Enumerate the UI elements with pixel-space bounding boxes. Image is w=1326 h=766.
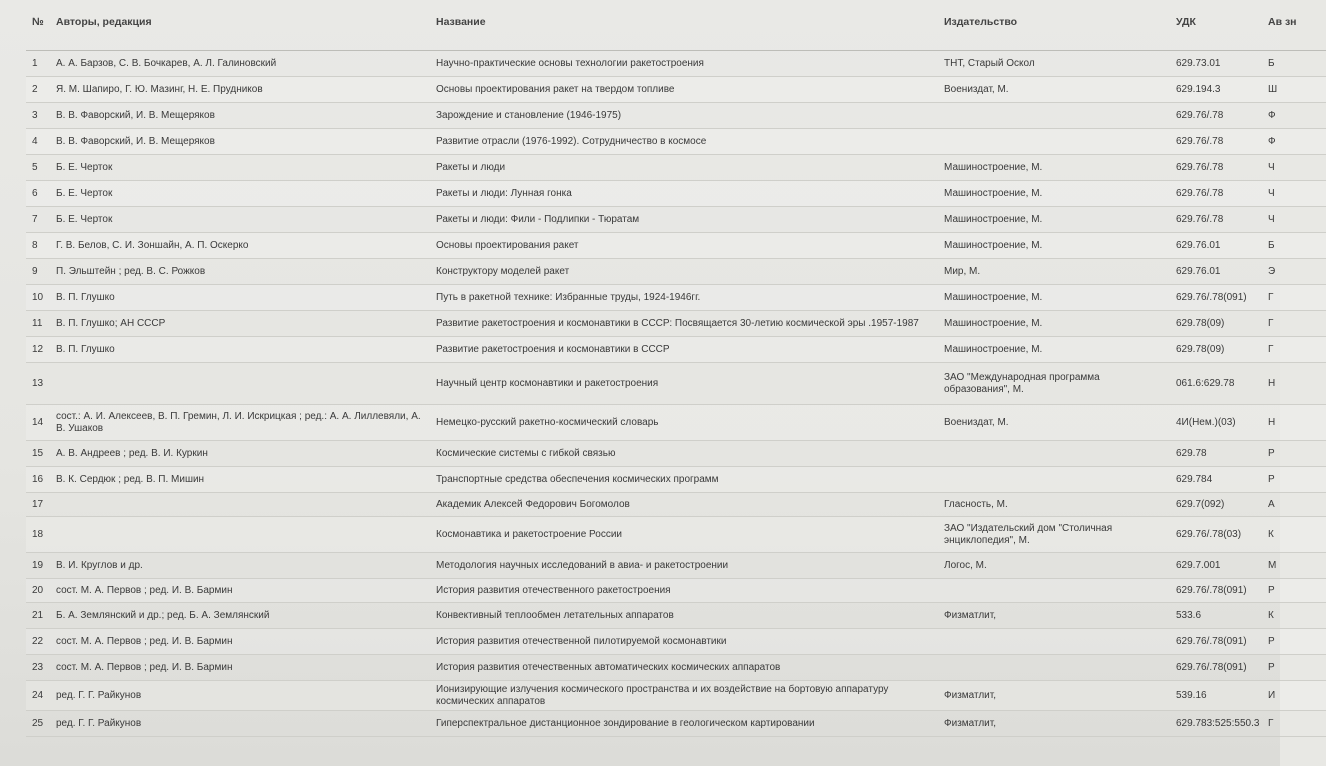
cell-num: 4	[26, 129, 50, 155]
cell-extra: Г	[1262, 337, 1326, 363]
cell-authors: Б. Е. Черток	[50, 155, 430, 181]
cell-num: 17	[26, 493, 50, 517]
column-header-publisher[interactable]: Издательство	[938, 6, 1170, 51]
cell-authors	[50, 363, 430, 405]
cell-authors: В. П. Глушко	[50, 337, 430, 363]
cell-udk: 629.78(09)	[1170, 337, 1262, 363]
cell-publisher: Воениздат, М.	[938, 77, 1170, 103]
table-row[interactable]	[26, 207, 1326, 233]
cell-udk: 629.76.01	[1170, 259, 1262, 285]
cell-num: 12	[26, 337, 50, 363]
cell-num: 23	[26, 655, 50, 681]
cell-extra: Г	[1262, 311, 1326, 337]
cell-num: 6	[26, 181, 50, 207]
cell-title: Основы проектирования ракет на твердом топливе	[430, 77, 938, 103]
cell-udk: 629.7(092)	[1170, 493, 1262, 517]
cell-num: 10	[26, 285, 50, 311]
table-row[interactable]	[26, 711, 1326, 737]
table-row[interactable]	[26, 405, 1326, 441]
cell-extra: Б	[1262, 233, 1326, 259]
cell-authors: В. П. Глушко; АН СССР	[50, 311, 430, 337]
cell-extra: Ч	[1262, 155, 1326, 181]
cell-num: 14	[26, 405, 50, 441]
cell-extra: М	[1262, 553, 1326, 579]
cell-title: Научный центр космонавтики и ракетостроения	[430, 363, 938, 405]
cell-authors: А. В. Андреев ; ред. В. И. Куркин	[50, 441, 430, 467]
cell-publisher: Машиностроение, М.	[938, 155, 1170, 181]
cell-extra: Ч	[1262, 207, 1326, 233]
cell-udk: 533.6	[1170, 603, 1262, 629]
cell-publisher: Логос, М.	[938, 553, 1170, 579]
cell-publisher	[938, 441, 1170, 467]
books-table	[26, 6, 1326, 737]
cell-authors	[50, 517, 430, 553]
cell-title: Космонавтика и ракетостроение России	[430, 517, 938, 553]
cell-extra: К	[1262, 603, 1326, 629]
cell-title: Методология научных исследований в авиа- и ракетостроении	[430, 553, 938, 579]
cell-extra: Г	[1262, 285, 1326, 311]
cell-udk: 629.76.01	[1170, 233, 1262, 259]
cell-title: Конструктору моделей ракет	[430, 259, 938, 285]
cell-publisher: Машиностроение, М.	[938, 285, 1170, 311]
cell-extra: А	[1262, 493, 1326, 517]
cell-publisher: Машиностроение, М.	[938, 233, 1170, 259]
cell-udk: 629.76/.78	[1170, 207, 1262, 233]
cell-title: Основы проектирования ракет	[430, 233, 938, 259]
cell-udk: 4И(Нем.)(03)	[1170, 405, 1262, 441]
cell-publisher: ЗАО "Международная программа образования", М.	[938, 363, 1170, 405]
table-row[interactable]	[26, 155, 1326, 181]
table-row[interactable]	[26, 629, 1326, 655]
cell-title: Гиперспектральное дистанционное зондирование в геологическом картировании	[430, 711, 938, 737]
cell-num: 24	[26, 681, 50, 711]
column-header-num[interactable]: №	[26, 6, 50, 51]
cell-authors: В. В. Фаворский, И. В. Мещеряков	[50, 129, 430, 155]
cell-title: Немецко-русский ракетно-космический словарь	[430, 405, 938, 441]
cell-num: 3	[26, 103, 50, 129]
table-row[interactable]	[26, 681, 1326, 711]
table-row[interactable]	[26, 233, 1326, 259]
cell-authors: П. Эльштейн ; ред. В. С. Рожков	[50, 259, 430, 285]
table-row[interactable]	[26, 77, 1326, 103]
cell-extra: Н	[1262, 405, 1326, 441]
cell-num: 16	[26, 467, 50, 493]
cell-authors: Г. В. Белов, С. И. Зоншайн, А. П. Оскерко	[50, 233, 430, 259]
cell-publisher	[938, 103, 1170, 129]
cell-udk: 629.76/.78(091)	[1170, 285, 1262, 311]
cell-num: 8	[26, 233, 50, 259]
cell-authors: В. В. Фаворский, И. В. Мещеряков	[50, 103, 430, 129]
cell-extra: Р	[1262, 441, 1326, 467]
cell-title: Ракеты и люди	[430, 155, 938, 181]
cell-authors: Б. Е. Черток	[50, 207, 430, 233]
cell-udk: 629.76/.78(091)	[1170, 655, 1262, 681]
cell-publisher: Воениздат, М.	[938, 405, 1170, 441]
cell-publisher: Машиностроение, М.	[938, 311, 1170, 337]
cell-udk: 629.78	[1170, 441, 1262, 467]
cell-extra: Р	[1262, 467, 1326, 493]
cell-udk: 629.76/.78	[1170, 155, 1262, 181]
cell-extra: Р	[1262, 655, 1326, 681]
cell-extra: И	[1262, 681, 1326, 711]
cell-num: 9	[26, 259, 50, 285]
cell-extra: Э	[1262, 259, 1326, 285]
cell-authors: В. П. Глушко	[50, 285, 430, 311]
cell-udk: 629.76/.78(091)	[1170, 629, 1262, 655]
cell-title: Ракеты и люди: Фили - Подлипки - Тюратам	[430, 207, 938, 233]
cell-num: 18	[26, 517, 50, 553]
cell-title: Зарождение и становление (1946-1975)	[430, 103, 938, 129]
cell-publisher	[938, 579, 1170, 603]
cell-udk: 629.194.3	[1170, 77, 1262, 103]
table-row[interactable]	[26, 655, 1326, 681]
cell-publisher: Мир, М.	[938, 259, 1170, 285]
cell-extra: Ч	[1262, 181, 1326, 207]
cell-publisher: ТНТ, Старый Оскол	[938, 51, 1170, 77]
cell-authors: В. К. Сердюк ; ред. В. П. Мишин	[50, 467, 430, 493]
cell-title: Космические системы с гибкой связью	[430, 441, 938, 467]
cell-authors: сост.: А. И. Алексеев, В. П. Гремин, Л. И. Искрицкая ; ред.: А. А. Лиллевяли, А. В. Ушаков	[50, 405, 430, 441]
table-header-row	[26, 6, 1326, 51]
cell-title: Транспортные средства обеспечения космических программ	[430, 467, 938, 493]
cell-udk: 061.6:629.78	[1170, 363, 1262, 405]
cell-publisher: Машиностроение, М.	[938, 337, 1170, 363]
cell-title: Развитие ракетостроения и космонавтики в СССР: Посвящается 30-летию космической эры .1957-1987	[430, 311, 938, 337]
cell-publisher	[938, 629, 1170, 655]
cell-udk: 629.76/.78(03)	[1170, 517, 1262, 553]
column-header-udk[interactable]: УДК	[1170, 6, 1262, 51]
table-row[interactable]	[26, 363, 1326, 405]
cell-authors: В. И. Круглов и др.	[50, 553, 430, 579]
cell-udk: 629.76/.78	[1170, 181, 1262, 207]
cell-publisher	[938, 655, 1170, 681]
cell-publisher: Гласность, М.	[938, 493, 1170, 517]
cell-udk: 629.783:525:550.3	[1170, 711, 1262, 737]
cell-title: История развития отечественной пилотируемой космонавтики	[430, 629, 938, 655]
cell-publisher: ЗАО "Издательский дом "Столичная энциклопедия", М.	[938, 517, 1170, 553]
table-row[interactable]	[26, 517, 1326, 553]
cell-extra: Н	[1262, 363, 1326, 405]
cell-num: 15	[26, 441, 50, 467]
cell-authors: сост. М. А. Первов ; ред. И. В. Бармин	[50, 629, 430, 655]
cell-num: 22	[26, 629, 50, 655]
cell-extra: Ф	[1262, 103, 1326, 129]
cell-authors: ред. Г. Г. Райкунов	[50, 681, 430, 711]
cell-udk: 629.76/.78(091)	[1170, 579, 1262, 603]
cell-num: 25	[26, 711, 50, 737]
cell-title: Конвективный теплообмен летательных аппаратов	[430, 603, 938, 629]
cell-num: 13	[26, 363, 50, 405]
cell-authors: сост. М. А. Первов ; ред. И. В. Бармин	[50, 655, 430, 681]
table-row[interactable]	[26, 493, 1326, 517]
cell-title: Академик Алексей Федорович Богомолов	[430, 493, 938, 517]
cell-title: Развитие ракетостроения и космонавтики в СССР	[430, 337, 938, 363]
cell-num: 20	[26, 579, 50, 603]
cell-num: 7	[26, 207, 50, 233]
cell-authors: Б. Е. Черток	[50, 181, 430, 207]
column-header-authors[interactable]: Авторы, редакция	[50, 6, 430, 51]
table-row[interactable]	[26, 467, 1326, 493]
cell-title: Путь в ракетной технике: Избранные труды, 1924-1946гг.	[430, 285, 938, 311]
cell-udk: 629.7.001	[1170, 553, 1262, 579]
table-body	[26, 51, 1326, 737]
cell-publisher	[938, 467, 1170, 493]
cell-num: 19	[26, 553, 50, 579]
cell-title: История развития отечественного ракетостроения	[430, 579, 938, 603]
cell-udk: 629.73.01	[1170, 51, 1262, 77]
cell-num: 1	[26, 51, 50, 77]
cell-authors: ред. Г. Г. Райкунов	[50, 711, 430, 737]
cell-udk: 629.78(09)	[1170, 311, 1262, 337]
cell-publisher: Физматлит,	[938, 681, 1170, 711]
cell-extra: Р	[1262, 629, 1326, 655]
cell-authors: сост. М. А. Первов ; ред. И. В. Бармин	[50, 579, 430, 603]
table-row[interactable]	[26, 337, 1326, 363]
cell-authors	[50, 493, 430, 517]
column-header-extra[interactable]: Ав зн	[1262, 6, 1326, 51]
table-row[interactable]	[26, 51, 1326, 77]
cell-authors: А. А. Барзов, С. В. Бочкарев, А. Л. Галиновский	[50, 51, 430, 77]
cell-udk: 629.76/.78	[1170, 129, 1262, 155]
table-row[interactable]	[26, 553, 1326, 579]
table-row[interactable]	[26, 579, 1326, 603]
table-row[interactable]	[26, 311, 1326, 337]
table-row[interactable]	[26, 285, 1326, 311]
cell-title: Развитие отрасли (1976-1992). Сотрудничество в космосе	[430, 129, 938, 155]
cell-publisher: Физматлит,	[938, 711, 1170, 737]
table-row[interactable]	[26, 129, 1326, 155]
cell-extra: Г	[1262, 711, 1326, 737]
cell-authors: Я. М. Шапиро, Г. Ю. Мазинг, Н. Е. Прудников	[50, 77, 430, 103]
cell-extra: К	[1262, 517, 1326, 553]
table-row[interactable]	[26, 603, 1326, 629]
table-row[interactable]	[26, 441, 1326, 467]
cell-publisher: Машиностроение, М.	[938, 181, 1170, 207]
cell-extra: Ф	[1262, 129, 1326, 155]
cell-udk: 629.784	[1170, 467, 1262, 493]
cell-authors: Б. А. Землянский и др.; ред. Б. А. Землянский	[50, 603, 430, 629]
table-row[interactable]	[26, 259, 1326, 285]
cell-num: 21	[26, 603, 50, 629]
cell-num: 2	[26, 77, 50, 103]
cell-title: Ракеты и люди: Лунная гонка	[430, 181, 938, 207]
cell-extra: Ш	[1262, 77, 1326, 103]
cell-udk: 629.76/.78	[1170, 103, 1262, 129]
table-row[interactable]	[26, 103, 1326, 129]
cell-extra: Р	[1262, 579, 1326, 603]
cell-publisher	[938, 129, 1170, 155]
cell-extra: Б	[1262, 51, 1326, 77]
cell-title: Ионизирующие излучения космического пространства и их воздействие на бортовую аппаратуру космических аппаратов	[430, 681, 938, 711]
cell-publisher: Физматлит,	[938, 603, 1170, 629]
cell-num: 11	[26, 311, 50, 337]
cell-title: История развития отечественных автоматических космических аппаратов	[430, 655, 938, 681]
table-row[interactable]	[26, 181, 1326, 207]
cell-num: 5	[26, 155, 50, 181]
cell-title: Научно-практические основы технологии ракетостроения	[430, 51, 938, 77]
column-header-title[interactable]: Название	[430, 6, 938, 51]
cell-udk: 539.16	[1170, 681, 1262, 711]
cell-publisher: Машиностроение, М.	[938, 207, 1170, 233]
